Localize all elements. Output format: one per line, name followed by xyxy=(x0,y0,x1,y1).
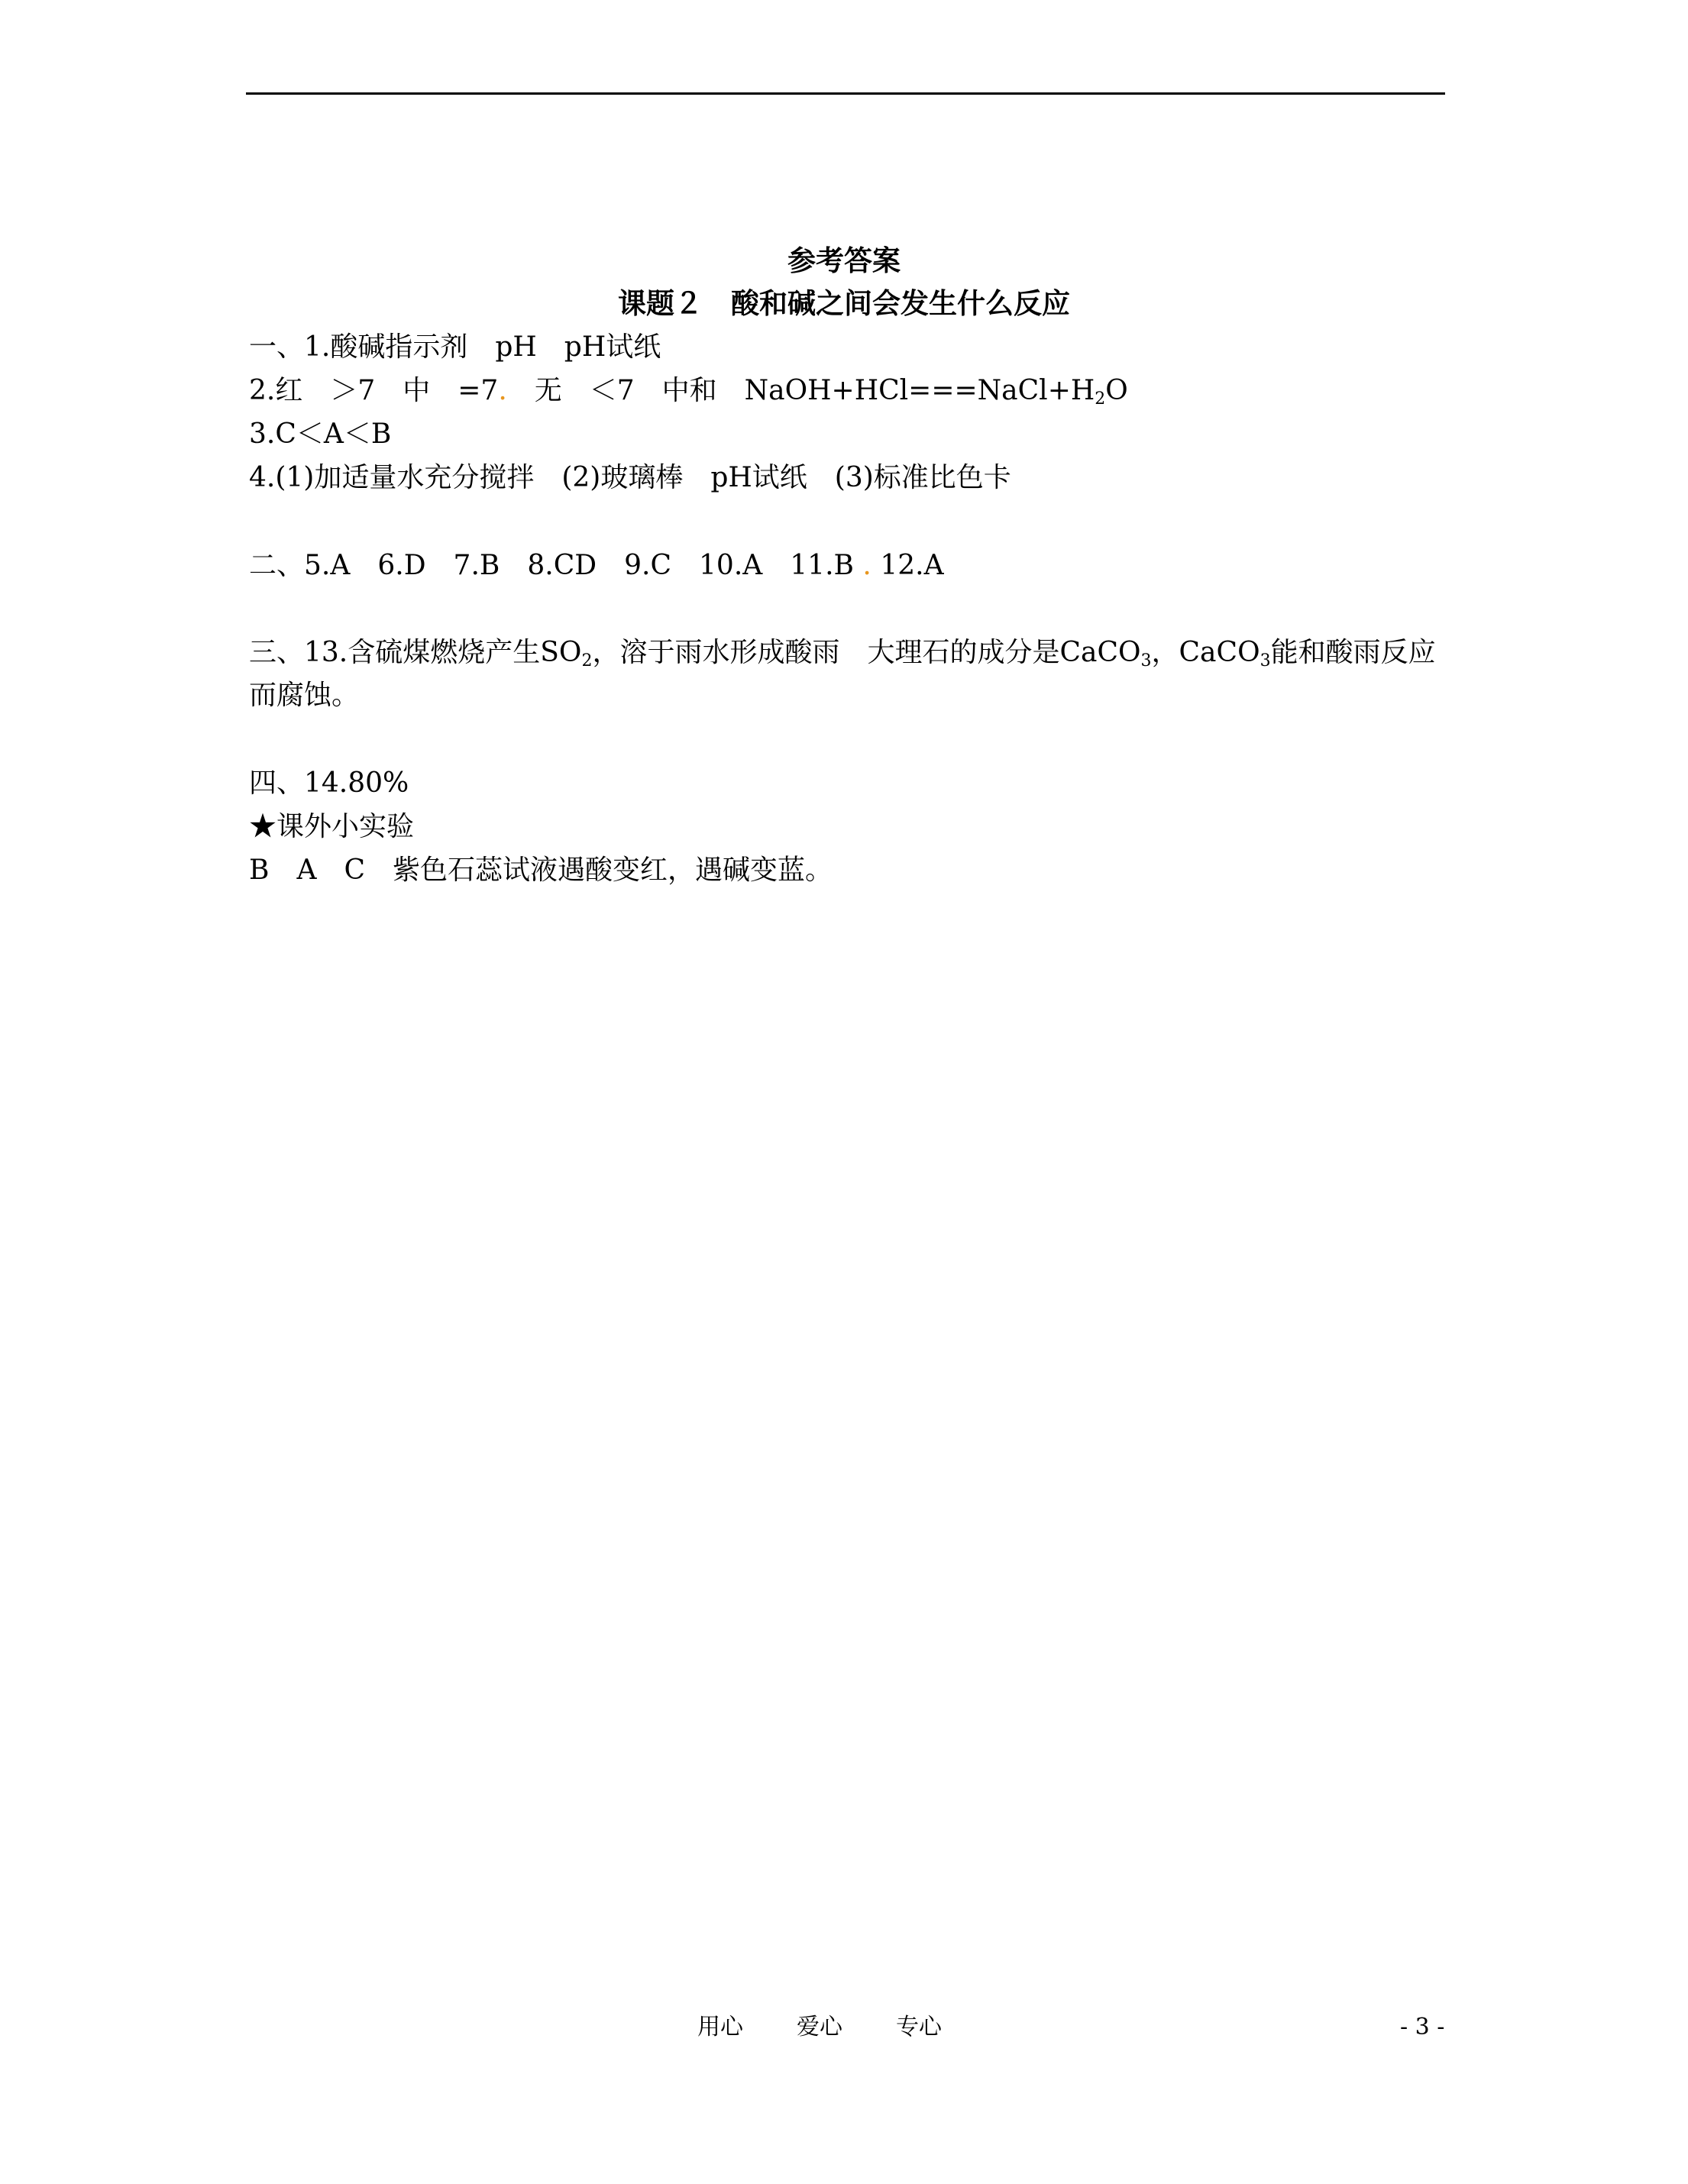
section2-text-end: 12.A xyxy=(871,550,944,581)
answer-line-q1: 一、1.酸碱指示剂 pH pH试纸 xyxy=(249,331,661,363)
answer-line-q14: 四、14.80% xyxy=(249,767,409,799)
answer-line-q4: 4.(1)加适量水充分搅拌 (2)玻璃棒 pH试纸 (3)标准比色卡 xyxy=(249,462,1011,493)
q2-subscript: 2 xyxy=(1095,389,1106,409)
q2-text-end: 无 ＜7 中和 NaOH+HCl===NaCl+H xyxy=(506,375,1095,406)
header-rule xyxy=(246,92,1445,95)
q13-part1: 三、13.含硫煤燃烧产生SO xyxy=(249,637,582,668)
lesson-title: 课题２ 酸和碱之间会发生什么反应 xyxy=(618,286,1070,320)
extra-experiment-answer: B A C 紫色石蕊试液遇酸变红，遇碱变蓝。 xyxy=(249,855,833,886)
page-number: - 3 - xyxy=(1400,2014,1445,2040)
q13-sub2: 3 xyxy=(1140,651,1152,670)
section2-text-start: 二、5.A 6.D 7.B 8.CD 9.C 10.A 11.B xyxy=(249,550,863,581)
q13-sub1: 2 xyxy=(581,651,593,670)
q2-accent-dot: . xyxy=(498,375,507,406)
extra-experiment-title: ★课外小实验 xyxy=(249,811,415,842)
answer-line-q3: 3.C＜A＜B xyxy=(249,418,392,450)
footer-slogan-3: 专心 xyxy=(896,2014,942,2040)
q13-part4: 能和酸雨反应 xyxy=(1270,637,1436,668)
answer-line-q2 xyxy=(249,373,1128,409)
q2-text-tail: O xyxy=(1105,375,1128,406)
q13-part3: ，CaCO xyxy=(1151,637,1260,668)
answer-line-q13 xyxy=(249,635,1436,670)
page-title: 参考答案 xyxy=(787,244,901,277)
q13-sub3: 3 xyxy=(1260,651,1271,670)
answer-line-q13-cont: 而腐蚀。 xyxy=(249,680,360,711)
section2-accent-dot: . xyxy=(862,550,871,581)
footer-slogan-2: 爱心 xyxy=(797,2014,842,2040)
answer-line-section2 xyxy=(249,548,944,583)
q13-part2: ，溶于雨水形成酸雨 大理石的成分是CaCO xyxy=(592,637,1141,668)
q2-text-start: 2.红 ＞7 中 =7 xyxy=(249,375,499,406)
footer-slogan-1: 用心 xyxy=(697,2014,743,2040)
